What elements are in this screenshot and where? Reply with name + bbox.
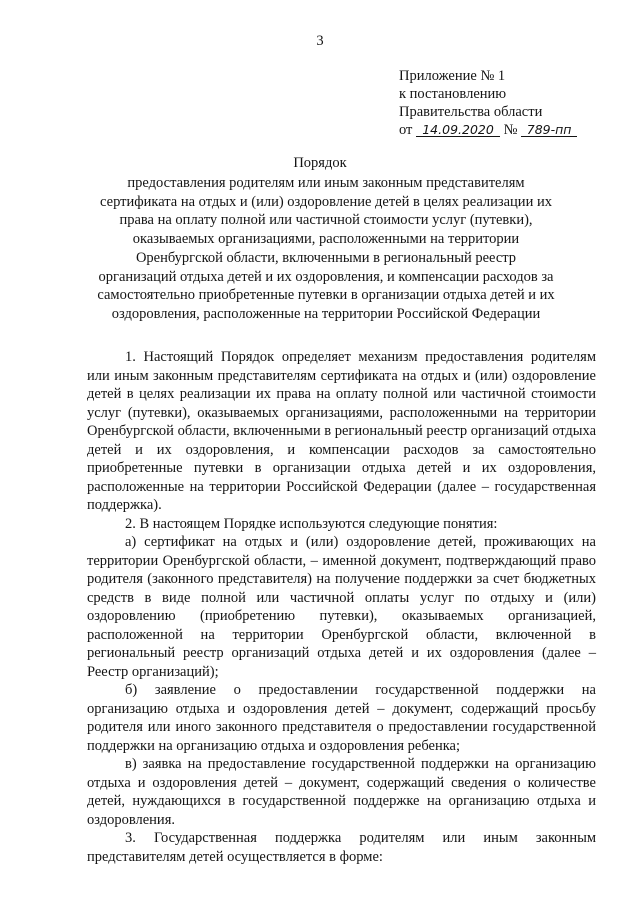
document-title: Порядок [293, 155, 347, 171]
document-subtitle: предоставления родителям или иным законным представителям сертификата на отдых и (или) оздоровление детей в целях реализации их права на оплату полной или частичной стоимости услуг (путевки), оказываемых организациями, расположенными на территории Оренбургской области, включенными в региональный реестр организаций отдыха детей и их оздоровления, и компенсации расходов за самостоятельно приобретенные путевки в организации отдыха детей и их оздоровления, расположенные на территории Российской Федерации [97, 175, 555, 322]
paragraph-2: 2. В настоящем Порядке используются следующие понятия: [125, 515, 498, 532]
handwritten-date: 14.09.2020 [416, 123, 500, 137]
appendix-government: Правительства области [399, 104, 543, 120]
paragraph-1: 1. Настоящий Порядок определяет механизм предоставления родителям или иным законным представителям сертификата на отдых и (или) оздоровление детей в целях реализации их права на оплату полной или частичной стоимости услуг (путевки), оказываемых организациями, расположенными на территории Оренбургской области, включенными в региональный реестр организаций отдыха детей и их оздоровления, и компенсации расходов за самостоятельно приобретенные путевки в организации отдыха детей и их оздоровления, расположенные на территории Российской Федерации (далее – государственная поддержка). [87, 349, 597, 513]
handwritten-number: 789-пп [521, 123, 577, 137]
paragraph-2b: б) заявление о предоставлении государственной поддержки на организацию отдыха и оздоровления детей – документ, содержащий просьбу родителя или иного законного представителя о предоставлении государственной поддержки на организацию отдыха и оздоровления ребенка; [87, 682, 596, 754]
appendix-resolution: к постановлению [399, 86, 507, 102]
page-number: 3 [316, 33, 324, 49]
document-body [87, 348, 596, 866]
appendix-date-line [399, 121, 629, 139]
appendix-title: Приложение № 1 [399, 68, 506, 84]
appendix-block [399, 67, 629, 139]
number-label: № [503, 122, 518, 138]
from-label: от [399, 122, 413, 138]
paragraph-3: 3. Государственная поддержка родителям или иным законным представителям детей осуществляется в форме: [87, 830, 596, 865]
paragraph-2c: в) заявка на предоставление государственной поддержки на организацию отдыха и оздоровления детей – документ, содержащий сведения о количестве детей, нуждающихся в государственной поддержке на организацию отдыха и оздоровления. [87, 756, 596, 828]
paragraph-2a: а) сертификат на отдых и (или) оздоровление детей, проживающих на территории Оренбургской области, – именной документ, подтверждающий право родителя (законного представителя) на получение поддержки за счет бюджетных средств в виде полной или частичной оплаты услуг по отдыху и (или) оздоровлению (приобретению путевки), оказываемых организацией, расположенной на территории Оренбургской области, включенной в региональный реестр организаций отдыха детей и их оздоровления (далее – Реестр организаций); [87, 534, 596, 680]
